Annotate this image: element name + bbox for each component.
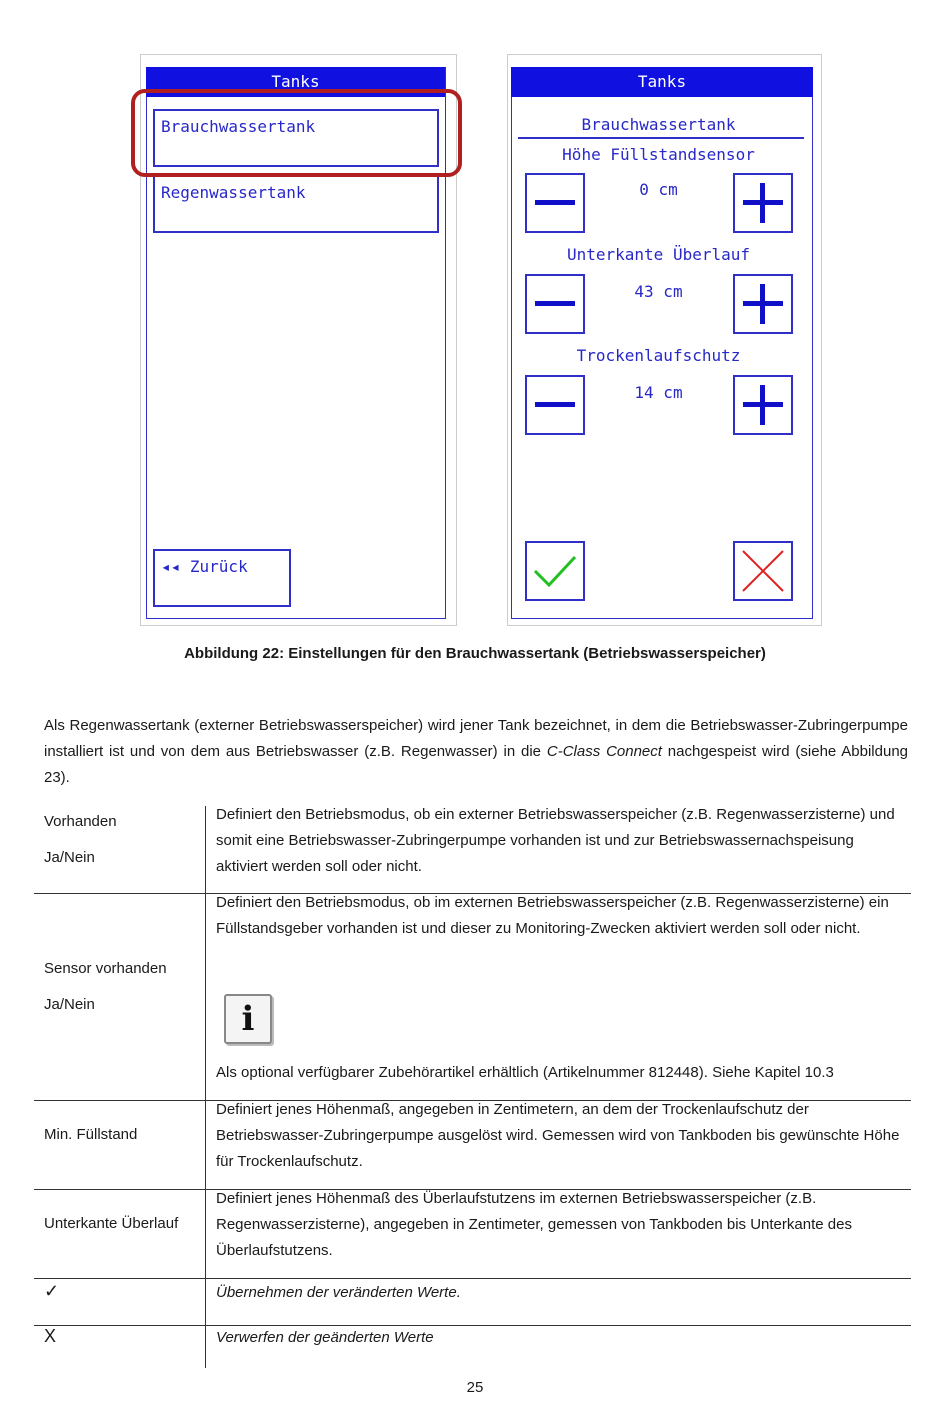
minus-icon: [535, 200, 575, 205]
minus-icon: [535, 402, 575, 407]
checkmark-icon: [527, 543, 583, 599]
increase-button[interactable]: [733, 375, 793, 435]
desc-reject: Verwerfen der geänderten Werte: [216, 1329, 434, 1346]
intro-text: Als Regenwassertank (externer Betriebswasserspeicher) wird jener Tank bezeichnet, in dem die Betriebswasser-Zubringerpumpe installiert ist und von dem aus Betriebswasser (z.B. Regenwasser) in die: [44, 717, 908, 760]
intro-text: nachgespeist wird (siehe Abbildung 23).: [44, 743, 908, 786]
term-sensor: Sensor vorhanden: [44, 960, 167, 977]
cross-symbol: X: [44, 1326, 57, 1346]
tank-name: Brauchwassertank: [581, 115, 736, 134]
checkmark-icon: ✓: [44, 1281, 60, 1301]
figure-caption: Abbildung 22: Einstellungen für den Brauchwassertank (Betriebswasserspeicher): [184, 645, 766, 662]
accept-button[interactable]: [525, 541, 585, 601]
setting-label-dry-run: Trockenlaufschutz: [576, 346, 741, 365]
screen-title: Tanks: [146, 67, 445, 97]
page-number: 25: [466, 1379, 484, 1396]
setting-label-overflow: Unterkante Überlauf: [566, 245, 751, 264]
screen-title: Tanks: [511, 67, 813, 97]
increase-button[interactable]: [733, 173, 793, 233]
setting-value-overflow: 43 cm: [634, 282, 683, 301]
intro-paragraph: [44, 713, 908, 791]
desc-vorhanden: Definiert den Betriebsmodus, ob ein externer Betriebswasserspeicher (z.B. Regenwasserzisterne) und somit eine Betriebswasser-Zubringerpumpe vorhanden ist und zur Betriebswassernachspeisung aktiviert werden soll oder nicht.: [216, 806, 895, 875]
product-name: C-Class Connect: [546, 743, 662, 760]
setting-value-sensor-height: 0 cm: [639, 180, 678, 199]
term-min-level: Min. Füllstand: [44, 1126, 138, 1143]
highlight-frame: [131, 89, 462, 177]
cancel-button[interactable]: [733, 541, 793, 601]
term-vorhanden: Vorhanden: [44, 813, 117, 830]
term-sensor-values: Ja/Nein: [44, 996, 95, 1013]
setting-label-sensor-height: Höhe Füllstandsensor: [562, 145, 755, 164]
setting-value-dry-run: 14 cm: [634, 383, 683, 402]
term-vorhanden-values: Ja/Nein: [44, 849, 95, 866]
minus-icon: [535, 301, 575, 306]
info-icon: i: [224, 994, 272, 1044]
tank-item-brauchwassertank[interactable]: Brauchwassertank: [153, 109, 439, 167]
divider: [518, 137, 804, 139]
desc-overflow: Definiert jenes Höhenmaß des Überlaufstutzens im externen Betriebswasserspeicher (z.B. Regenwasserzisterne), angegeben in Zentimeter, gemessen von Tankboden bis Unterkante des Überlaufstutzens.: [216, 1190, 852, 1259]
table-column-divider: [205, 806, 206, 1368]
desc-accept: Übernehmen der veränderten Werte.: [216, 1284, 461, 1301]
increase-button[interactable]: [733, 274, 793, 334]
sensor-accessory-note: Als optional verfügbarer Zubehörartikel erhältlich (Artikelnummer 812448). Siehe Kapitel 10.3: [216, 1064, 834, 1081]
desc-min-level: Definiert jenes Höhenmaß, angegeben in Zentimetern, an dem der Trockenlaufschutz der Betriebswasser-Zubringerpumpe ausgelöst wird. Gemessen wird von Tankboden bis gewünschte Höhe für Trockenlaufschutz.: [216, 1101, 900, 1170]
tank-settings-screen: [507, 54, 822, 626]
tank-item-regenwassertank[interactable]: Regenwassertank: [153, 175, 439, 233]
row-divider: [34, 1278, 911, 1279]
cross-icon: [735, 543, 791, 599]
desc-sensor: Definiert den Betriebsmodus, ob im externen Betriebswasserspeicher (z.B. Regenwasserzisterne) ein Füllstandsgeber vorhanden ist und dieser zu Monitoring-Zwecken aktiviert werden soll oder nicht.: [216, 894, 889, 937]
term-overflow: Unterkante Überlauf: [44, 1215, 179, 1232]
back-button[interactable]: ◂◂ Zurück: [153, 549, 291, 607]
